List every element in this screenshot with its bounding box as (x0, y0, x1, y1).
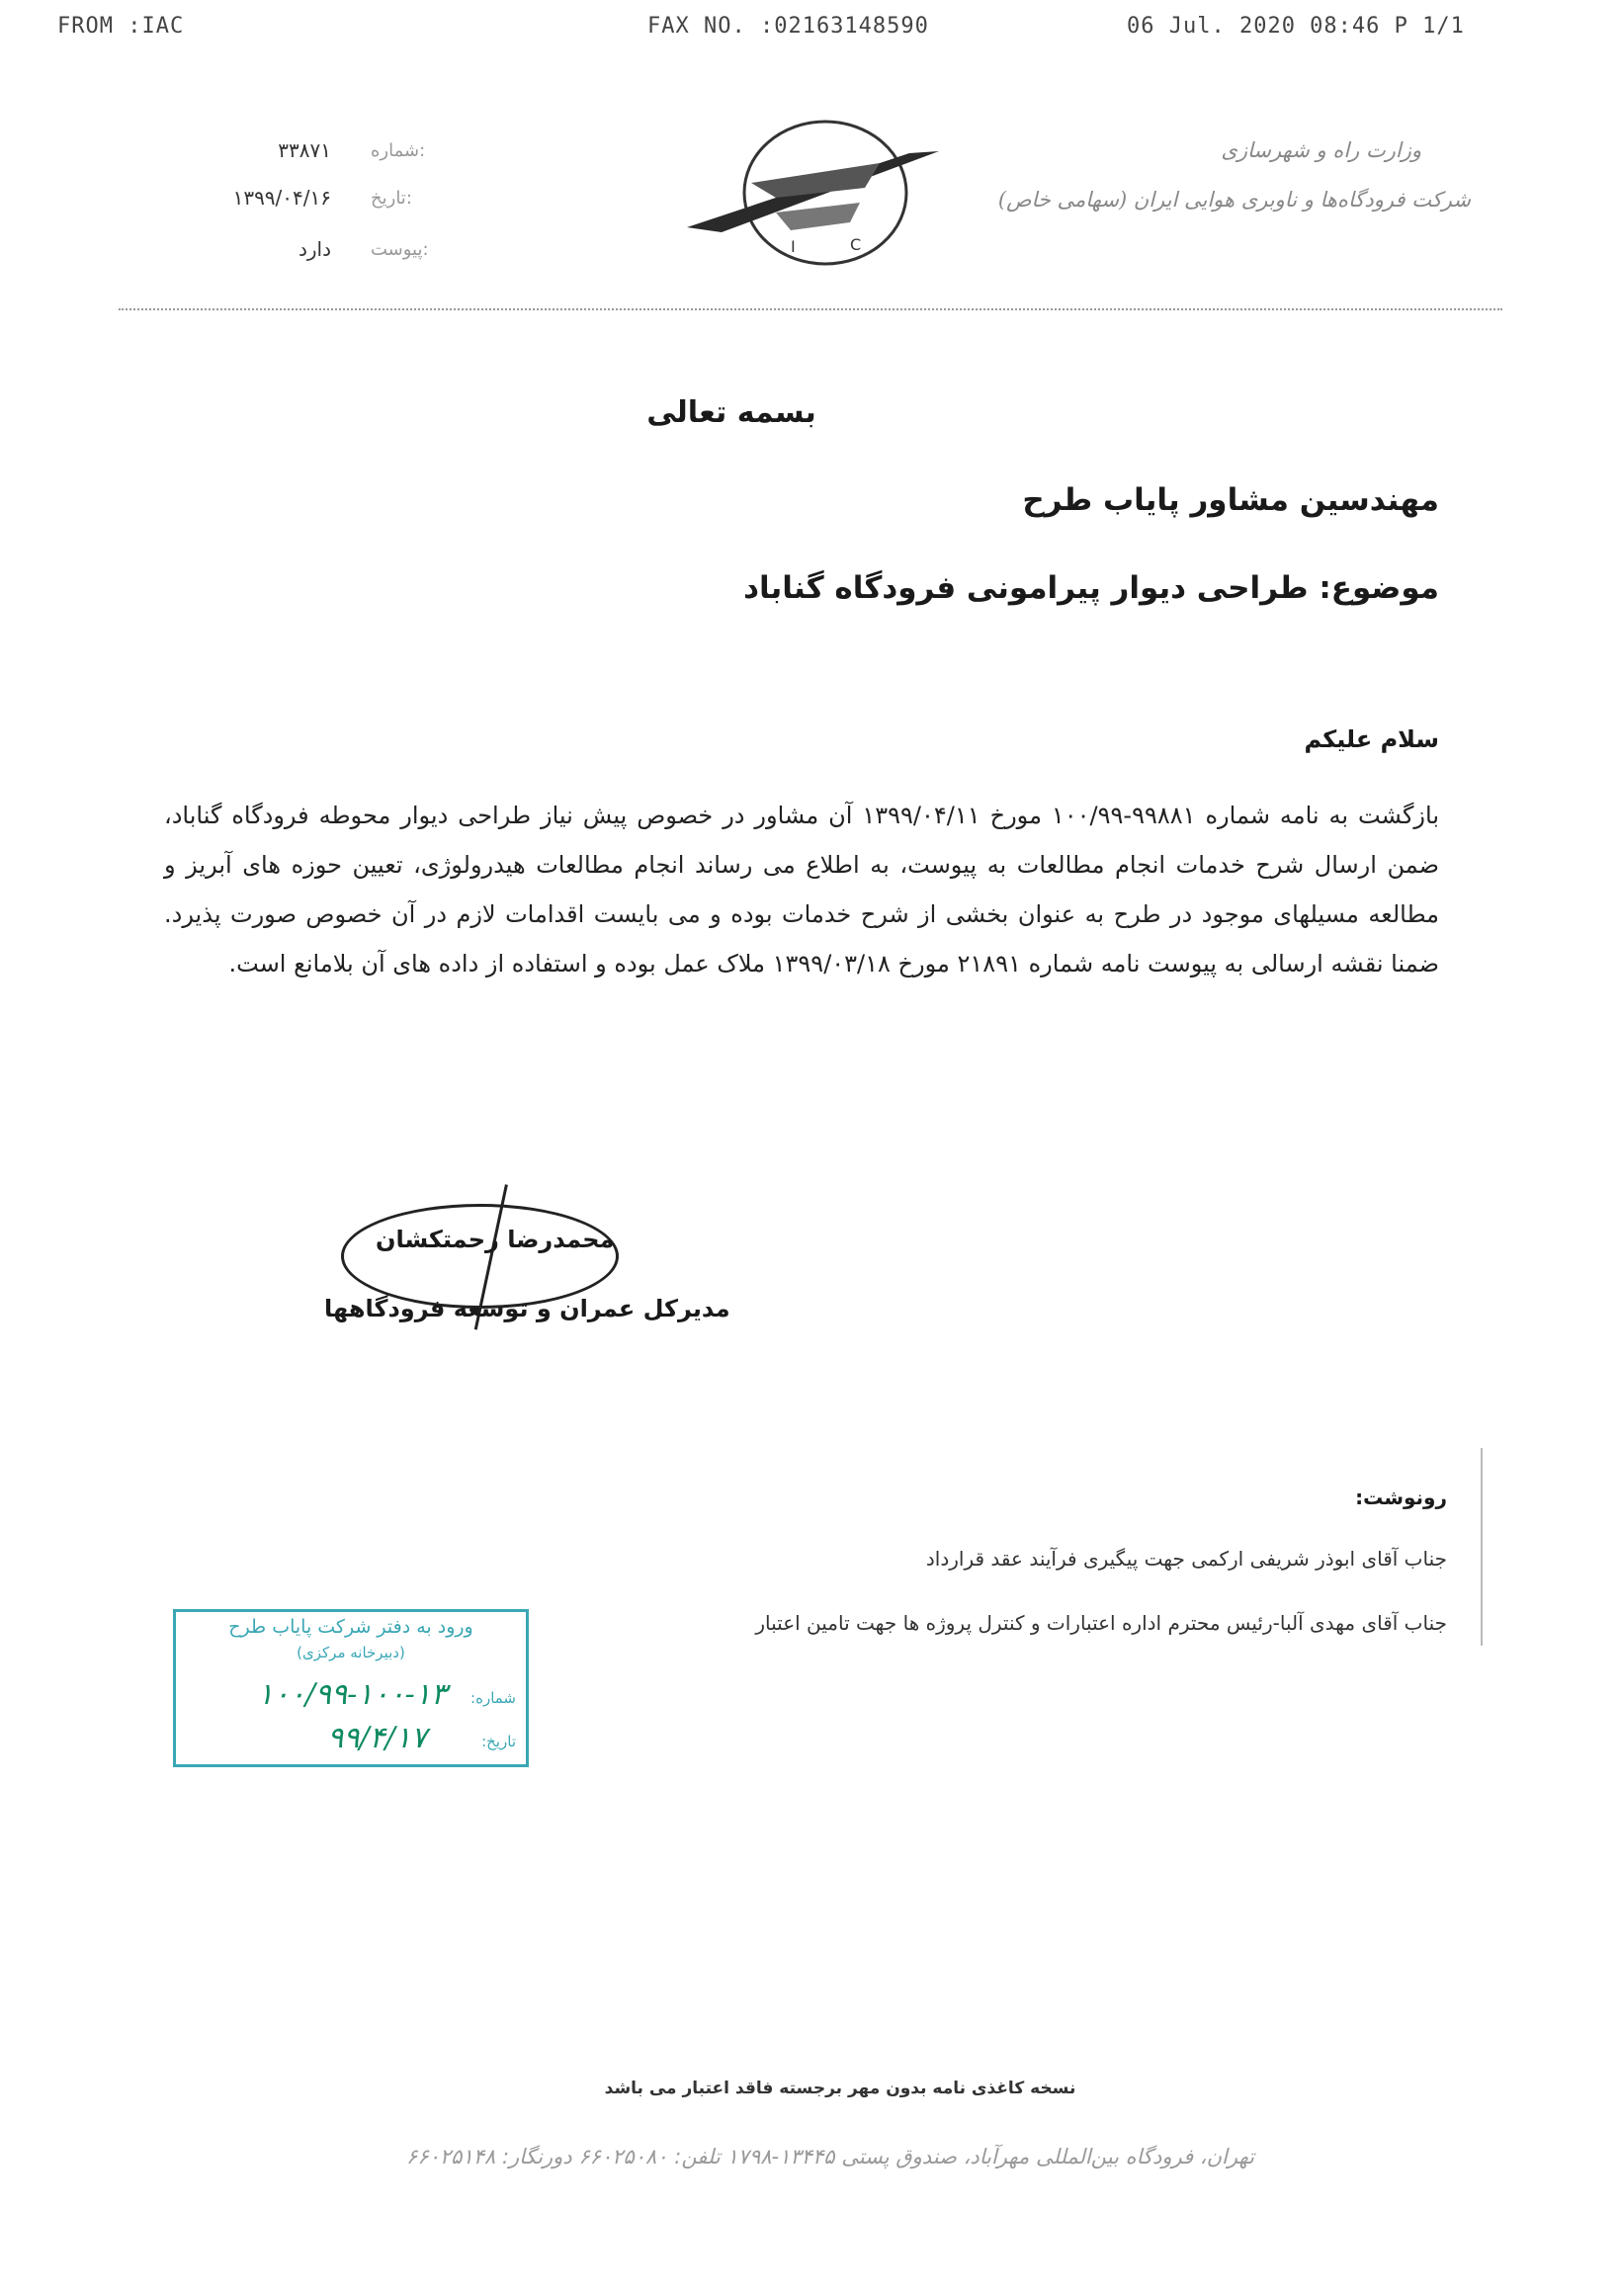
letter-attachment: دارد (298, 237, 331, 261)
fax-number: FAX NO. :02163148590 (647, 14, 929, 39)
cc-line-1: جناب آقای ابوذر شریفی ارکمی جهت پیگیری فرآیند عقد قرارداد (925, 1547, 1447, 1571)
airport-company-logo-icon (682, 114, 959, 272)
letter-date: ۱۳۹۹/۰۴/۱۶ (232, 186, 331, 210)
bismillah-heading: بسمه تعالی (646, 395, 816, 430)
stamp-number: ۱۰۰/۹۹-۱۰۰-۱۳ (257, 1677, 447, 1712)
cc-line-2: جناب آقای مهدی آلبا-رئیس محترم اداره اعتبارات و کنترل پروژه ها جهت تامین اعتبار (755, 1611, 1447, 1635)
stamp-title: ورود به دفتر شرکت پایاب طرح (228, 1616, 473, 1638)
signer-title: مدیرکل عمران و توسعه فرودگاهها (324, 1295, 730, 1322)
org-ministry: وزارت راه و شهرسازی (1221, 138, 1421, 162)
fax-from: FROM :IAC (57, 14, 185, 39)
letter-date-label: تاریخ: (371, 188, 412, 209)
letter-number: ۳۳۸۷۱ (278, 138, 331, 162)
svg-text:C: C (850, 235, 862, 254)
svg-text:I: I (791, 237, 796, 256)
letter-attachment-label: پیوست: (371, 239, 429, 260)
footer-address: تهران، فرودگاه بین‌المللی مهرآباد، صندوق پستی ۱۳۴۴۵-۱۷۹۸ تلفن: ۶۶۰۲۵۰۸۰ دورنگار: ۶۶۰۲۵۱۴۸ (406, 2145, 1254, 2168)
letter-number-label: شماره: (371, 140, 426, 161)
header-divider (119, 308, 1502, 310)
greeting: سلام علیکم (1304, 725, 1439, 753)
cc-title: رونوشت: (1355, 1486, 1447, 1509)
organization-logo (682, 114, 959, 272)
signature-scribble (341, 1204, 619, 1309)
stamp-subtitle: (دبیرخانه مرکزی) (297, 1644, 405, 1661)
letter-body: بازگشت به نامه شماره ۹۹۸۸۱-۱۰۰/۹۹ مورخ ۱۳۹۹/۰۴/۱۱ آن مشاور در خصوص پیش نیاز طراحی دیوار محوطه فرودگاه گناباد، ضمن ارسال شرح خدمات انجام مطالعات به پیوست، به اطلاع می رساند انجام مطالعات هیدرولوژی، تعیین حوزه های آبریز و مطالعه مسیلهای موجود در طرح به عنوان بخشی از شرح خدمات بوده و می بایست اقدامات لازم در آن خصوص صورت پذیرد. ضمنا نقشه ارسالی به پیوست نامه شماره ۲۱۸۹۱ مورخ ۱۳۹۹/۰۳/۱۸ ملاک عمل بوده و استفاده از داده های آن بلامانع است. (164, 802, 1440, 978)
cc-margin-line (1481, 1448, 1483, 1646)
footer-validity-note: نسخه کاغذی نامه بدون مهر برجسته فاقد اعتبار می باشد (604, 2079, 1076, 2098)
org-company: شرکت فرودگاه‌ها و ناوبری هوایی ایران (سهامی خاص) (997, 188, 1471, 212)
fax-date: 06 Jul. 2020 08:46 P 1/1 (1127, 14, 1465, 39)
stamp-number-label: شماره: (470, 1689, 516, 1707)
stamp-date-label: تاریخ: (481, 1733, 516, 1750)
received-stamp (173, 1609, 529, 1767)
subject: موضوع: طراحی دیوار پیرامونی فرودگاه گناباد (743, 570, 1439, 606)
signer-name: محمدرضا رحمتکشان (376, 1226, 615, 1253)
stamp-date: ۹۹/۴/۱۷ (327, 1721, 427, 1755)
recipient: مهندسین مشاور پایاب طرح (1022, 482, 1439, 518)
